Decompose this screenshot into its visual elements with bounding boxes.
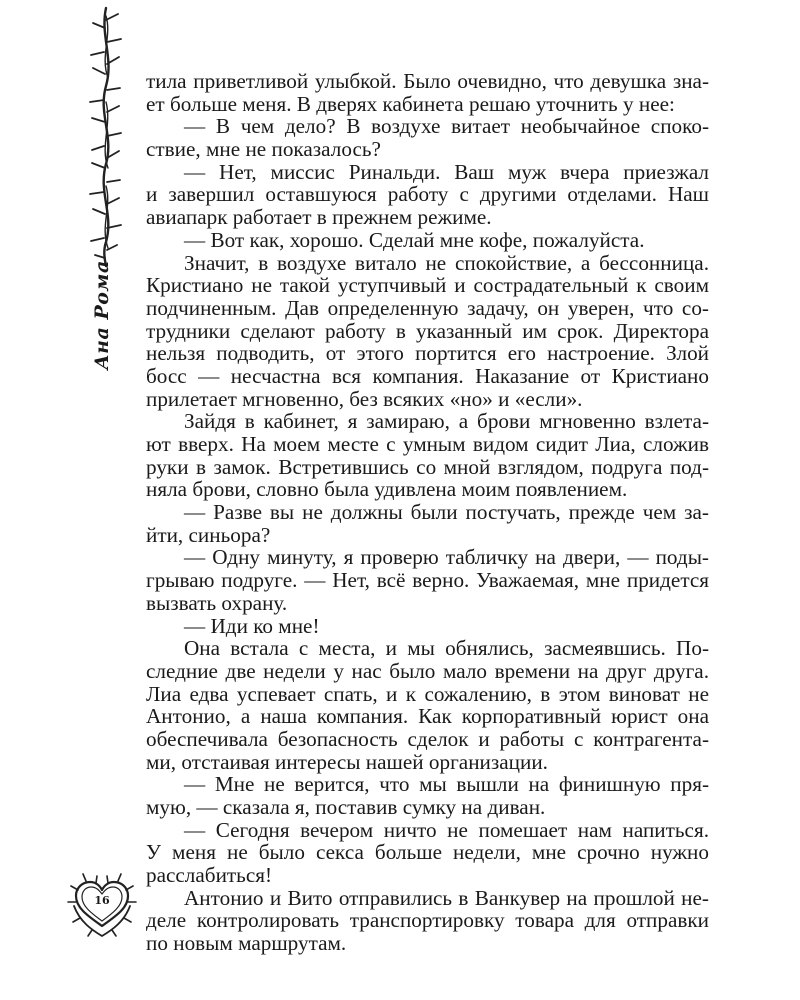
text-line: ми, отстаивая интересы нашей организации. [146, 749, 548, 774]
text-line: — Мне не верится, что мы вышли на финишную пря- [184, 772, 709, 797]
text-line: ствие, мне не показалось? [146, 137, 381, 162]
text-line: ют вверх. На моем месте с умным видом сидит Лиа, сложив [146, 432, 709, 456]
thorn-vine-ornament [76, 6, 136, 268]
text-line: авиапарк работает в прежнем режиме. [146, 205, 492, 230]
text-line: У меня не было секса больше недели, мне срочно нужно [146, 840, 709, 865]
text-line: по новым маршрутам. [146, 931, 347, 956]
text-line: деле контролировать транспортировку товара для отправки [146, 908, 709, 933]
text-line: Значит, в воздухе витало не спокойствие, а бессонница. [184, 250, 709, 275]
text-line: вызвать охрану. [146, 590, 288, 615]
text-line: босс — несчастна вся компания. Наказание от Кристиано [146, 363, 709, 388]
text-line: ет больше меня. В дверях кабинета решаю уточнить у нее: [146, 91, 675, 116]
text-line: мую, — сказала я, поставив сумку на диван. [146, 795, 546, 819]
text-line: Антонио, а наша компания. Как корпоративный юрист она [146, 704, 709, 729]
text-line: — В чем дело? В воздухе витает необычайное споко- [184, 114, 709, 139]
text-line: грываю подруге. — Нет, всё верно. Уважаемая, мне придется [146, 568, 709, 593]
text-line: обеспечивала безопасность сделок и работы с контрагента- [146, 726, 709, 751]
text-line: прилетает мгновенно, без всяких «но» и «если». [146, 386, 583, 411]
text-line: няла брови, словно была удивлена моим появлением. [146, 477, 628, 502]
text-line: Кристиано не такой уступчивый и сострадательный к своим [146, 273, 709, 298]
text-line: Зайдя в кабинет, я замираю, а брови мгновенно взлета- [184, 409, 709, 434]
text-line: — Вот как, хорошо. Сделай мне кофе, пожалуйста. [184, 227, 645, 252]
text-line: — Иди ко мне! [184, 613, 320, 638]
page-number-ornament [66, 872, 138, 940]
text-line: Лиа едва успевает спать, и к сожалению, в этом виноват не [146, 681, 709, 706]
text-line: — Нет, миссис Ринальди. Ваш муж вчера приезжал [184, 159, 709, 184]
text-line: руки в замок. Встретившись со мной взглядом, подруга под- [146, 454, 709, 479]
text-line: тила приветливой улыбкой. Было очевидно, что девушка зна- [146, 69, 709, 93]
text-line: Антонио и Вито отправились в Ванкувер на прошлой не- [184, 885, 709, 910]
text-line: — Сегодня вечером ничто не помешает нам напиться. [184, 817, 709, 842]
text-line: — Разве вы не должны были постучать, прежде чем за- [184, 500, 709, 525]
body-text [146, 70, 709, 955]
text-line: и завершил оставшуюся работу с другими отделами. Наш [146, 182, 709, 207]
text-line: — Одну минуту, я проверю табличку на двери, — поды- [184, 545, 709, 570]
text-line: йти, синьора? [146, 522, 271, 547]
running-head-author [84, 260, 120, 370]
page-number: 16 [94, 894, 110, 907]
text-line: трудники сделают работу в указанный им срок. Директора [146, 318, 709, 343]
text-line: расслабиться! [146, 863, 273, 888]
author-name: Ана Рома [91, 260, 113, 370]
text-line: подчиненным. Дав определенную задачу, он уверен, что со- [146, 295, 709, 320]
text-line: Она встала с места, и мы обнялись, засмеявшись. По- [184, 636, 709, 661]
text-line: следние две недели у нас было мало времени на друг друга. [146, 658, 709, 683]
text-line: нельзя подводить, от этого портится его настроение. Злой [146, 341, 709, 366]
